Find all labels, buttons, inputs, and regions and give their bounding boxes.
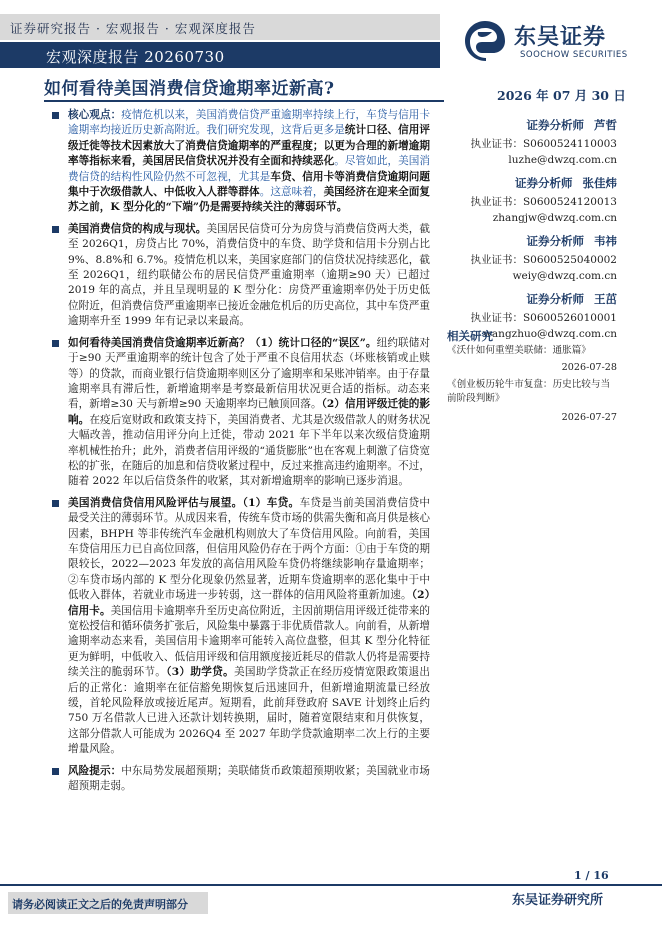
student-loan-lead: （3）助学贷。 [166,666,234,679]
analyst-cert: 执业证书：S0600524110003 [470,138,617,150]
report-type-band [0,42,440,68]
report-date: 2026 年 07 月 30 日 [497,88,626,103]
institute-name: 东吴证券研究所 [512,893,604,908]
analyst-role: 证券分析师 [526,234,584,248]
risk-warning-lead: 风险提示： [68,764,122,777]
auto-loan-text: 车贷是当前美国消费信贷中最受关注的薄弱环节。从成因来看，传统车贷市场的供需失衡和高月供是核心因素，BHPH 等非传统汽车金融机构则放大了车贷信用风险。向前看，美国车贷信用压力已自高位回落，但信用风险仍存在于两个方面：①由于车贷的期限较长，2022—2023 年发放的高信用风险车贷仍将继续影响存量逾期率；②车贷市场内部的 K 型分化现象仍然显著，近期车贷逾期率的恶化集中于中低收入群体，若就业市场进一步转弱，这一群体的信用风险将重新加速。 [68,496,431,602]
risk-outlook-paragraph [44,496,430,758]
report-category: 证券研究报告 · 宏观报告 · 宏观深度报告 [10,21,256,36]
analyst-role: 证券分析师 [526,292,584,306]
related-report-title[interactable]: 《创业板历轮牛市复盘：历史比较与当前阶段判断》 [447,379,611,404]
analyst-name: 张佳炜 [582,176,617,190]
analyst-card [447,172,617,224]
analyst-email[interactable]: weiy@dwzq.com.cn [512,270,617,282]
core-view-bold-1: 统计口径、信用评级迁徙等技术因素放大了消费信贷逾期率的严重程度；以更为合理的新增逾期率等指标来看，美国居民信贷状况并没有全面和持续恶化 [68,124,431,168]
delinquency-view-text-1: 纽约联储对于≥90 天严重逾期率的统计包含了处于严重不良信用状态（坏账核销或止赎等）的贷款，而商业银行信贷逾期率则区分了逾期率和呆账冲销率。由于存量逾期率具有滞后性，新增逾期率是考察最新信用状况更合适的指标。动态来看，新增≥30 天与新增≥90 天逾期率均已触顶回落。 [68,336,430,411]
delinquency-view-paragraph [44,336,430,490]
risk-warning-text: 中东局势发展超预期；美联储货币政策超预期收紧；美国就业市场超预期走弱。 [68,764,431,793]
brand-name-cn: 东吴证券 [514,25,607,50]
delinquency-view-text-2: 在疫后宽财政和政策支持下，美国消费者、尤其是次级借款人的财务状况大幅改善，推动信用评分向上迁徙，带动 2021 年下半年以来次级信贷逾期率机械性抬升；此外，消费者信用评级的“通货膨胀”也在客观上刺激了信贷宽松的扩张，在随后的加息和信贷收紧过程中，反过来推高违约逾期率。不过，随着 2022 年以后信贷条件的收紧，其对新增逾期率的影响已逐步消退。 [68,413,431,488]
analyst-card [447,230,617,282]
auto-loan-lead: （1）车贷。 [242,496,300,509]
related-research-heading: 相关研究 [447,329,493,343]
related-report-title[interactable]: 《沃什如何重塑美联储：通胀篇》 [447,345,591,356]
risk-outlook-lead: 美国消费信贷信用风险评估与展望。 [68,496,243,509]
analyst-name: 芦哲 [594,118,617,132]
brand-logo [462,18,652,66]
footer-divider [0,884,662,886]
analyst-cert: 执业证书：S0600525040002 [470,254,617,266]
core-view-bold-2: 车贷、信用卡等消费信贷逾期问题集中于次级借款人、中低收入人群等群体 [68,170,431,199]
page-number: 1 / 16 [574,869,609,882]
analyst-panel [447,114,617,346]
core-view-text-2: 。尽管如此，美国消费信贷的结构性风险仍然不可忽视，尤其是 [68,155,431,183]
category-band [0,14,440,40]
analyst-role: 证券分析师 [526,118,584,132]
core-view-paragraph [44,108,430,216]
analyst-cert: 执业证书：S0600526010001 [470,312,617,324]
analyst-name: 韦祎 [594,234,617,248]
student-loan-text: 美国助学贷款正在经历疫情宽限政策退出后的正常化：逾期率在征信豁免期恢复后迅速回升，但新增逾期流量已经放缓，首轮风险释放或接近尾声。短期看，此前拜登政府 SAVE 计划终止后约 750 万名借款人已进入还款计划转换期，届时，随着宽限结束和月供恢复，这部分借款人可能成为 2026Q4 至 2027 年助学贷款逾期率二次上行的主要增量风险。 [68,666,431,756]
core-view-text-3: 。这意味着， [259,186,324,199]
bullet-square-icon [52,226,59,233]
delinquency-view-lead-2: （2）信用评级迁徙的影响。 [68,398,430,426]
core-view-bold-3: 美国经济在迎来全面复苏之前，K 型分化的“下端”仍是需要持续关注的薄弱环节。 [68,186,431,214]
core-view-text-1: 疫情危机以来，美国消费信贷严重逾期率持续上行，车贷与信用卡逾期率均接近历史新高附近。我们研究发现，这背后更多是 [68,109,431,137]
analyst-card [447,114,617,166]
credit-card-text: 美国信用卡逾期率升至历史高位附近，主因前期信用评级迁徙带来的宽松授信和循环债务扩张后，风险集中暴露于非优质借款人。向前看，从新增逾期率动态来看，美国信用卡逾期率可能转入高位盘整，但其 K 型分化特征更为鲜明，中低收入、低信用评级和信用额度接近耗尽的借款人仍将是需要持续关注的脆弱环节。 [68,604,431,679]
report-title: 如何看待美国消费信贷逾期率近新高? [44,79,335,99]
analyst-email[interactable]: wangzhuo@dwzq.com.cn [482,328,617,340]
report-type: 宏观深度报告 20260730 [46,48,225,66]
bullet-square-icon [52,768,59,775]
composition-text: 美国居民信贷可分为房贷与消费信贷两大类，截至 2026Q1，房贷占比 70%，消费信贷中的车贷、助学贷和信用卡分别占比 9%、8.8%和 6.7%。疫情危机以来，美国家庭部门的信贷状况持续恶化，截至 2026Q1，纽约联储公布的居民信贷严重逾期率（逾期≥90 天）已超过 2019 年的高点，并且呈现明显的 K 型分化：房贷严重逾期率仍处于历史低位附近，但消费信贷严重逾期率已接近金融危机后的历史高位，其中车贷严重逾期率升至 1999 年有记录以来最高。 [68,222,431,328]
disclaimer-note: 请务必阅读正文之后的免责声明部分 [12,898,188,911]
logo-mark-icon [462,18,508,64]
brand-name-en: SOOCHOW SECURITIES [520,50,628,60]
risk-warning-paragraph [44,764,430,795]
analyst-name: 王茁 [594,292,617,306]
core-view-lead: 核心观点： [68,109,122,121]
bullet-square-icon [52,340,59,347]
bullet-square-icon [52,112,59,119]
analyst-cert: 执业证书：S0600524120013 [470,196,617,208]
composition-lead: 美国消费信贷的构成与现状。 [68,222,207,235]
disclaimer-band [8,892,208,914]
main-content [44,108,430,800]
related-report-date: 2026-07-28 [561,362,617,373]
analyst-email[interactable]: luzhe@dwzq.com.cn [508,154,617,166]
analyst-email[interactable]: zhangjw@dwzq.com.cn [492,212,617,224]
bullet-square-icon [52,500,59,507]
delinquency-view-lead: 如何看待美国消费信贷逾期率近新高？（1）统计口径的“误区”。 [68,336,377,349]
related-report-date: 2026-07-27 [561,412,617,423]
composition-paragraph [44,222,430,330]
analyst-role: 证券分析师 [515,176,573,190]
credit-card-lead: （2）信用卡。 [68,589,430,617]
title-divider [44,100,444,102]
